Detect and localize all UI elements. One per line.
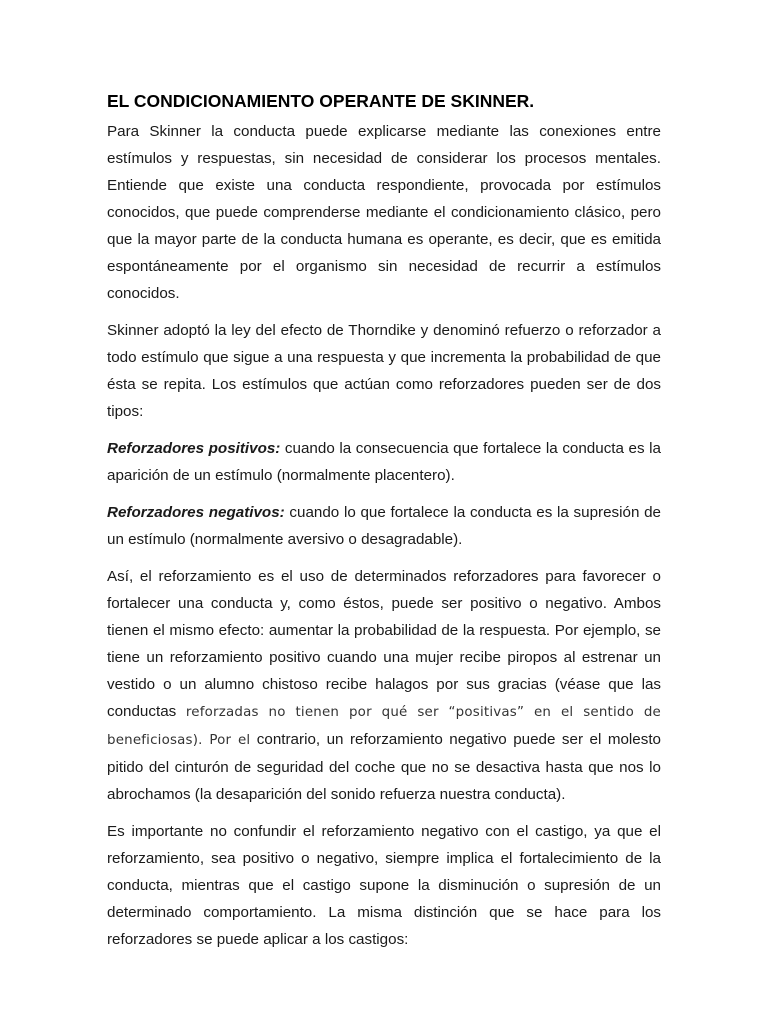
- definition-positive-reinforcers: cuando la consecuencia que fortalece la conducta es la aparición de un estímulo (normalmente placentero).: [107, 440, 661, 484]
- paragraph-positive-reinforcers: [107, 435, 661, 489]
- reinforcement-text-part2: reforzadas no tienen por qué ser “positivas” en el sentido de beneficiosas). Por el: [107, 705, 661, 748]
- term-negative-reinforcers: Reforzadores negativos:: [107, 504, 285, 521]
- definition-negative-reinforcers: cuando lo que fortalece la conducta es la supresión de un estímulo (normalmente aversivo o desagradable).: [107, 504, 661, 548]
- paragraph-intro: Para Skinner la conducta puede explicarse mediante las conexiones entre estímulos y respuestas, sin necesidad de considerar los procesos mentales. Entiende que existe una conducta respondiente, provocada por estímulos conocidos, que puede comprenderse mediante el condicionamiento clásico, pero que la mayor parte de la conducta humana es operante, es decir, que es emitida espontáneamente por el organismo sin necesidad de recurrir a estímulos conocidos.: [107, 123, 661, 302]
- paragraph-punishment: Es importante no confundir el reforzamiento negativo con el castigo, ya que el reforzamiento, sea positivo o negativo, siempre implica el fortalecimiento de la conducta, mientras que el castigo supone la disminución o supresión de un determinado comportamiento. La misma distinción que se hace para los reforzadores se puede aplicar a los castigos:: [107, 823, 661, 948]
- paragraph-reinforcement: [107, 563, 661, 808]
- reinforcement-text-part1: Así, el reforzamiento es el uso de determinados reforzadores para favorecer o fortalecer una conducta y, como éstos, puede ser positivo o negativo. Ambos tienen el mismo efecto: aumentar la probabilidad de la respuesta. Por ejemplo, se tiene un reforzamiento positivo cuando una mujer recibe piropos al estrenar un vestido o un alumno chistoso recibe halagos por sus gracias (véase que las conductas: [107, 568, 661, 720]
- term-positive-reinforcers: Reforzadores positivos:: [107, 440, 281, 457]
- document-title: EL CONDICIONAMIENTO OPERANTE DE SKINNER.: [107, 91, 535, 111]
- reinforcement-text-part3: contrario, un reforzamiento negativo puede ser el molesto pitido del cinturón de seguridad del coche que no se desactiva hasta que nos lo abrochamos (la desaparición del sonido refuerza nuestra conducta).: [107, 731, 661, 803]
- paragraph-thorndike: Skinner adoptó la ley del efecto de Thorndike y denominó refuerzo o reforzador a todo estímulo que sigue a una respuesta y que incrementa la probabilidad de que ésta se repita. Los estímulos que actúan como reforzadores pueden ser de dos tipos:: [107, 322, 661, 420]
- paragraph-negative-reinforcers: [107, 499, 661, 553]
